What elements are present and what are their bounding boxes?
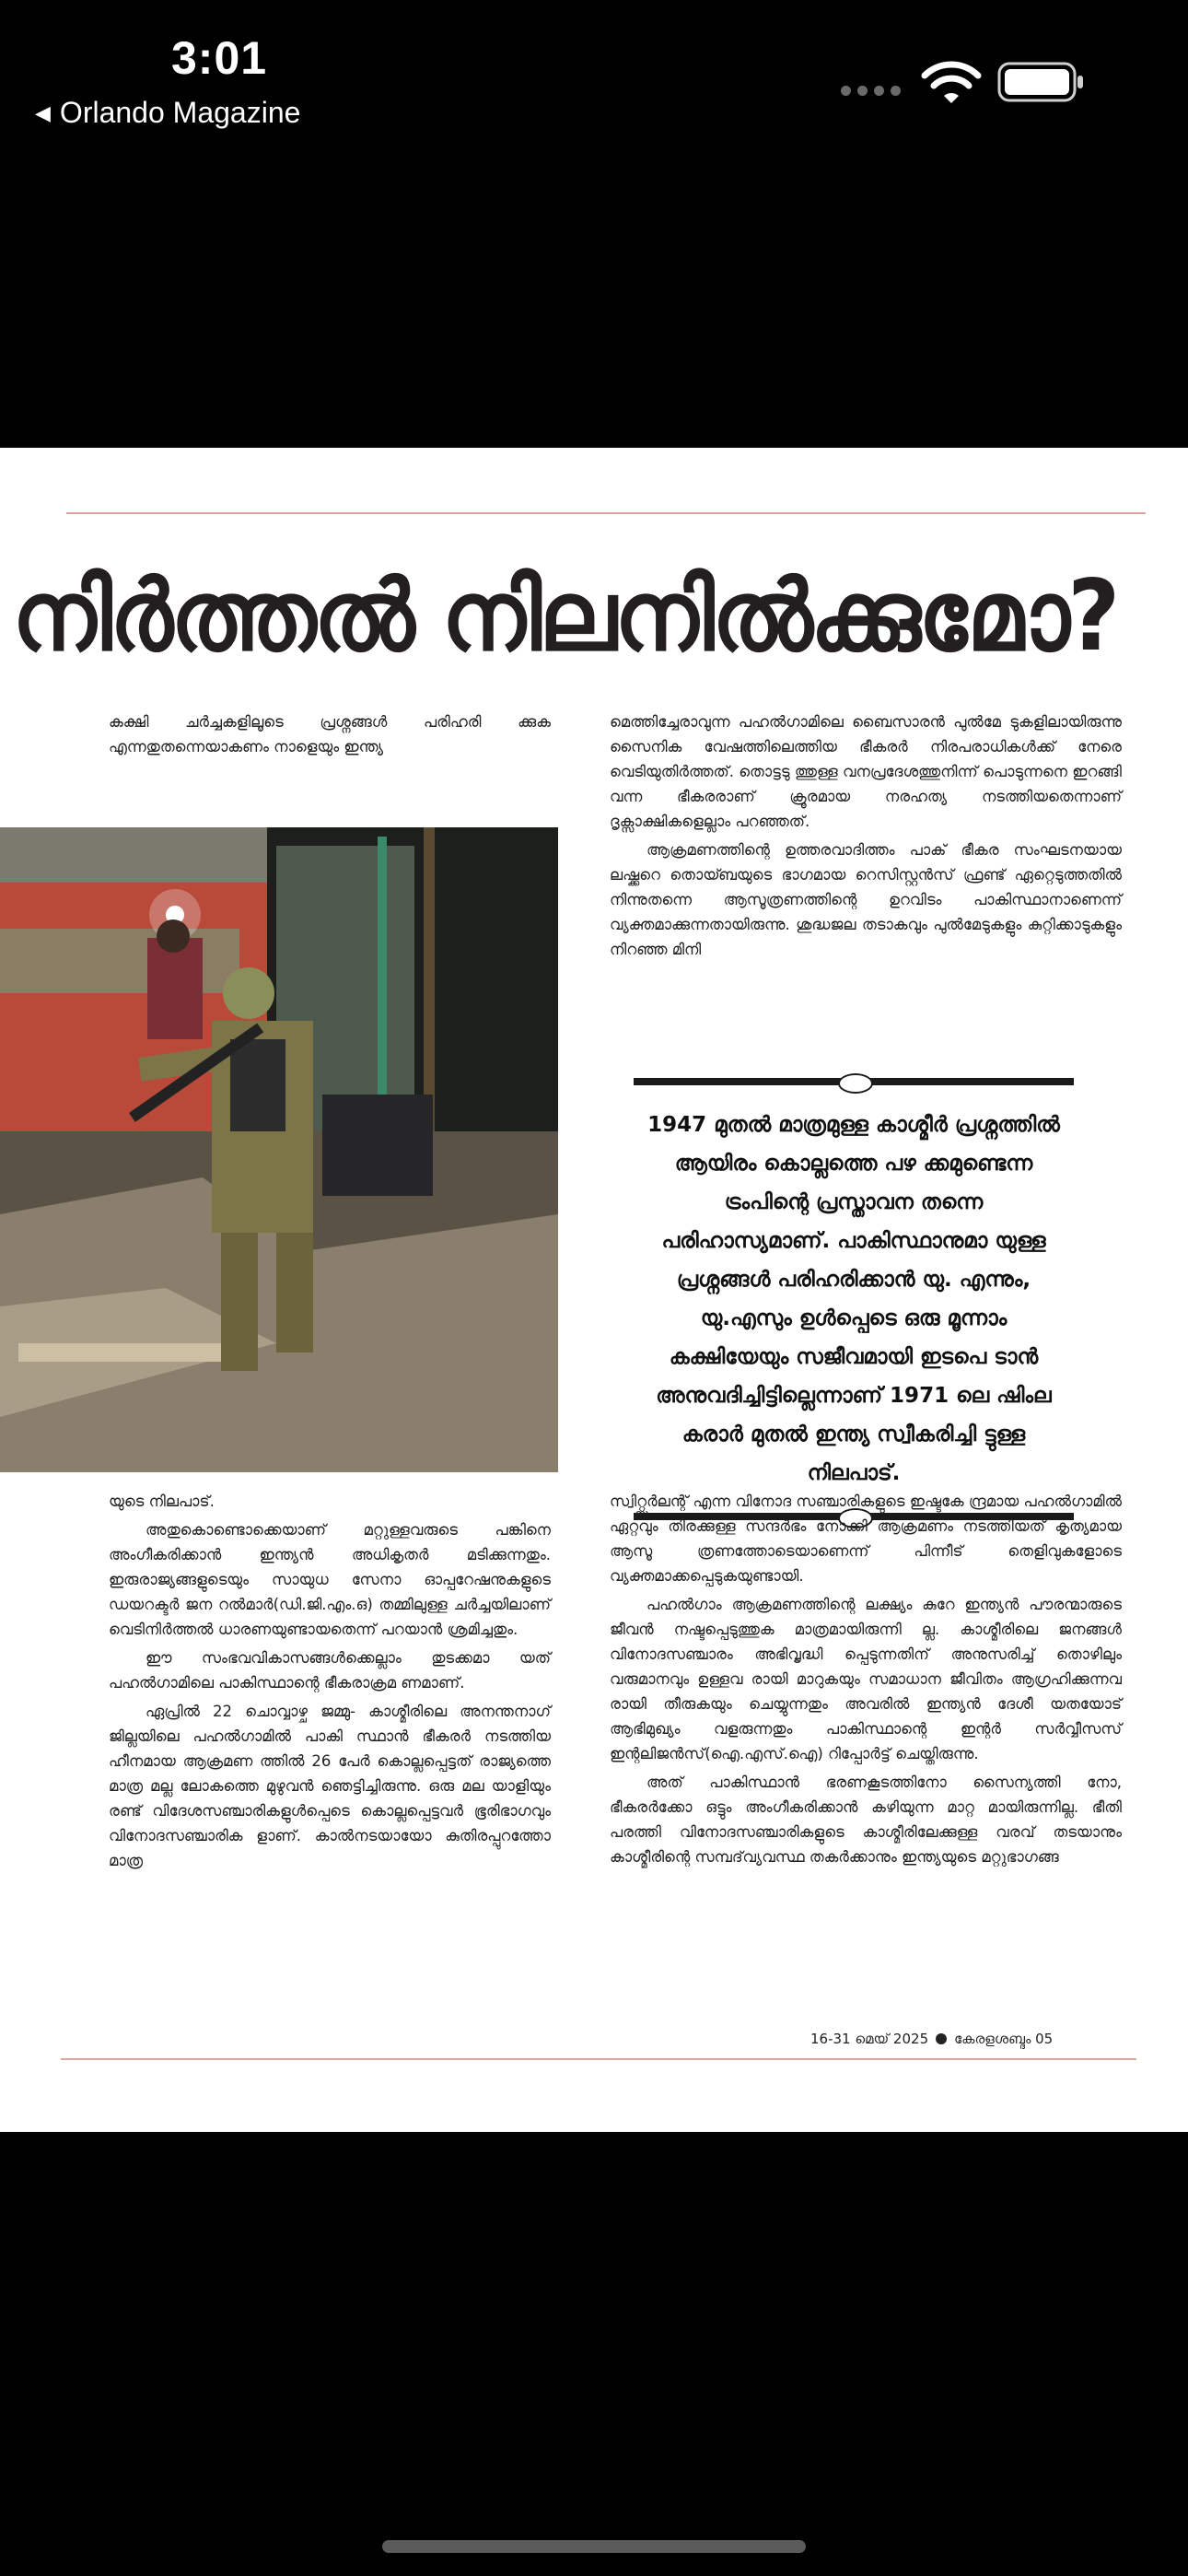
right-column-top xyxy=(610,709,1122,966)
paragraph: അത് പാകിസ്ഥാൻ ഭരണകൂടത്തിനോ സൈന്യത്തി നോ, ഭീകരർക്കോ ഒട്ടും അംഗീകരിക്കാൻ കഴിയുന്ന മാറ്റ മായിരുന്നില്ല. ഭീതി പരത്തി വിനോദസഞ്ചാരികളുടെ കാശ്മീരിലേക്കുള്ള വരവ് തടയാനും കാശ്മീരിന്റെ സമ്പദ്‌വ്യവസ്ഥ തകർക്കാനും ഇന്ത്യയുടെ മറ്റുഭാഗങ്ങ xyxy=(610,1774,1122,1866)
pull-quote-top-rule xyxy=(634,1078,1074,1085)
top-rule xyxy=(66,512,1146,514)
soldier-photo-illustration xyxy=(0,827,558,1472)
bottom-rule xyxy=(61,2058,1136,2060)
paragraph: ഈ സംഭവവികാസങ്ങൾക്കെല്ലാം തുടക്കമാ യത് പഹൽഗാമിലെ പാകിസ്ഥാന്റെ ഭീകരാക്രമ ണമാണ്. xyxy=(109,1649,551,1692)
right-column-bottom xyxy=(610,1489,1122,1873)
wifi-icon xyxy=(921,61,982,107)
magazine-page[interactable] xyxy=(0,448,1188,2132)
left-column-top xyxy=(109,709,551,763)
article-headline: നിർത്തൽ നിലനിൽക്കുമോ? xyxy=(12,559,1118,673)
paragraph: പഹൽഗാം ആക്രമണത്തിന്റെ ലക്ഷ്യം കുറേ ഇന്ത്യൻ പൗരന്മാരുടെ ജീവൻ നഷ്ടപ്പെടുത്തുക മാത്രമായിരുന്നി ല്ല. കാശ്മീരിലെ ജനങ്ങൾ വിനോദസഞ്ചാരം അഭിവൃദ്ധി പ്പെടുന്നതിന് അനുസരിച്ച് തൊഴിലും വരുമാനവും ഉള്ളവ രായി മാറുകയും സമാധാന ജീവിതം ആഗ്രഹിക്കുന്നവ രായി തീരുകയും ചെയ്യുന്നതും അവരിൽ ഇന്ത്യൻ ദേശീ യതയോട് ആഭിമുഖ്യം വളരുന്നതും പാകിസ്ഥാന്റെ ഇന്റർ സർവ്വീസസ് ഇന്റലിജൻസ്(ഐ.എസ്.ഐ) റിപ്പോർട്ട് ചെയ്തിരുന്നു. xyxy=(610,1596,1122,1762)
paragraph: സ്വിറ്റ്സർലന്റ് എന്ന വിനോദ സഞ്ചാരികളുടെ ഇഷ്ടകേ ന്ദ്രമായ പഹൽഗാമിൽ ഏറ്റവും തിരക്കുള്ള സന്ദർഭം നോക്കി ആക്രമണം നടത്തിയത് കൃത്യമായ ആസൂ ത്രണത്തോടെയാണെന്ന് പിന്നീട് തെളിവുകളോടെ വ്യക്തമാക്കപ്പെടുകയുണ്ടായി. xyxy=(610,1493,1122,1585)
paragraph: ആക്രമണത്തിന്റെ ഉത്തരവാദിത്തം പാക് ഭീകര സംഘടനയായ ലഷ്ക്കറെ തൊയ്ബയുടെ ഭാഗമായ റെസിസ്റ്റൻസ് ഫ്രണ്ട് ഏറ്റെടുത്തതിൽ നിന്നുതന്നെ ആസൂത്രണത്തിന്റെ ഉറവിടം പാകിസ്ഥാനാണെന്ന് വ്യക്തമാക്കുന്നതായിരുന്നു. ശുദ്ധജല തടാകവും പുൽമേടുകളും കുറ്റിക്കാടുകളും നിറഞ്ഞ മിനി xyxy=(610,841,1122,958)
battery-icon xyxy=(997,61,1086,103)
bullet-icon xyxy=(936,2033,947,2044)
left-column-bottom xyxy=(109,1489,551,1877)
status-bar xyxy=(0,0,1188,147)
news-photo xyxy=(0,827,558,1472)
paragraph: ഏപ്രിൽ 22 ചൊവ്വാഴ്ച ജമ്മു- കാശ്മീരിലെ അനന്തനാഗ് ജില്ലയിലെ പഹൽഗാമിൽ പാകി സ്ഥാൻ ഭീകരർ നടത്തിയ ഹീനമായ ആക്രമണ ത്തിൽ 26 പേർ കൊല്ലപ്പെട്ടത് രാജ്യത്തെ മാത്ര മല്ല ലോകത്തെ മുഴുവൻ ഞെട്ടിച്ചിരുന്നു. ഒരു മല യാളിയും രണ്ട് വിദേശസഞ്ചാരികളുൾപ്പെടെ കൊല്ലപ്പെട്ടവർ ഭൂരിഭാഗവും വിനോദസഞ്ചാരിക ളാണ്. കാൽനടയായോ കുതിരപ്പുറത്തോ മാത്ര xyxy=(109,1703,551,1869)
signal-dots-icon xyxy=(841,86,901,96)
home-indicator[interactable] xyxy=(382,2540,806,2553)
status-time: 3:01 xyxy=(171,32,268,84)
paragraph: മെത്തിച്ചേരാവുന്ന പഹൽഗാമിലെ ബൈസാരൻ പുൽമേ ടുകളിലായിരുന്നു സൈനിക വേഷത്തിലെത്തിയ ഭീകരർ നിരപരാധികൾക്ക് നേരെ വെടിയുതിർത്തത്. തൊട്ടടു ത്തുള്ള വനപ്രദേശത്തുനിന്ന് പൊടുന്നനെ ഇറങ്ങി വന്ന ഭീകരരാണ് ക്രൂരമായ നരഹത്യ നടത്തിയതെന്നാണ് ദൃക്സാക്ഷികളെല്ലാം പറഞ്ഞത്. xyxy=(610,713,1122,830)
publication-page: കേരളശബ്ദം 05 xyxy=(954,2031,1054,2047)
back-to-app-button[interactable] xyxy=(35,96,300,130)
back-app-label: Orlando Magazine xyxy=(59,96,301,129)
pull-quote-text: 1947 മുതൽ മാത്രമുള്ള കാശ്മീർ പ്രശ്നത്തിൽ ആയിരം കൊല്ലത്തെ പഴ ക്കമുണ്ടെന്ന ട്രംപിന്റെ പ്രസ്താവന തന്നെ പരിഹാസ്യമാണ്. പാകിസ്ഥാനുമാ യുള്ള പ്രശ്നങ്ങൾ പരിഹരിക്കാൻ യു. എന്നും, യു.എസും ഉൾപ്പെടെ ഒരു മൂന്നാം കക്ഷിയേയും സജീവമായി ഇടപെ ടാൻ അനുവദിച്ചിട്ടില്ലെന്നാണ് 1971 ലെ ഷിംല കരാർ മുതൽ ഇന്ത്യ സ്വീകരിച്ചി ട്ടുള്ള നിലപാട്. xyxy=(647,1113,1060,1485)
pull-quote xyxy=(634,1078,1074,1520)
paragraph: യുടെ നിലപാട്. xyxy=(109,1493,215,1510)
back-triangle-icon: ◀ xyxy=(35,100,51,124)
paragraph: കക്ഷി ചർച്ചകളിലൂടെ പ്രശ്നങ്ങൾ പരിഹരി ക്കുക എന്നതുതന്നെയാകണം നാളെയും ഇന്ത്യ xyxy=(109,713,551,755)
paragraph: അതുകൊണ്ടൊക്കെയാണ് മറ്റുള്ളവരുടെ പങ്കിനെ അംഗീകരിക്കാൻ ഇന്ത്യൻ അധികൃതർ മടിക്കുന്നതും. ഇരുരാജ്യങ്ങളുടെയും സായുധ സേനാ ഓപ്പറേഷനുകളുടെ ഡയറക്ടർ ജന റൽമാർ(ഡി.ജി.എം.ഒ) തമ്മിലുള്ള ചർച്ചയിലാണ് വെടിനിർത്തൽ ധാരണയുണ്ടായതെന്ന് പറയാൻ ശ്രമിച്ചതും. xyxy=(109,1521,551,1638)
page-footer xyxy=(810,2031,1053,2047)
issue-date: 16-31 മെയ് 2025 xyxy=(810,2031,929,2047)
